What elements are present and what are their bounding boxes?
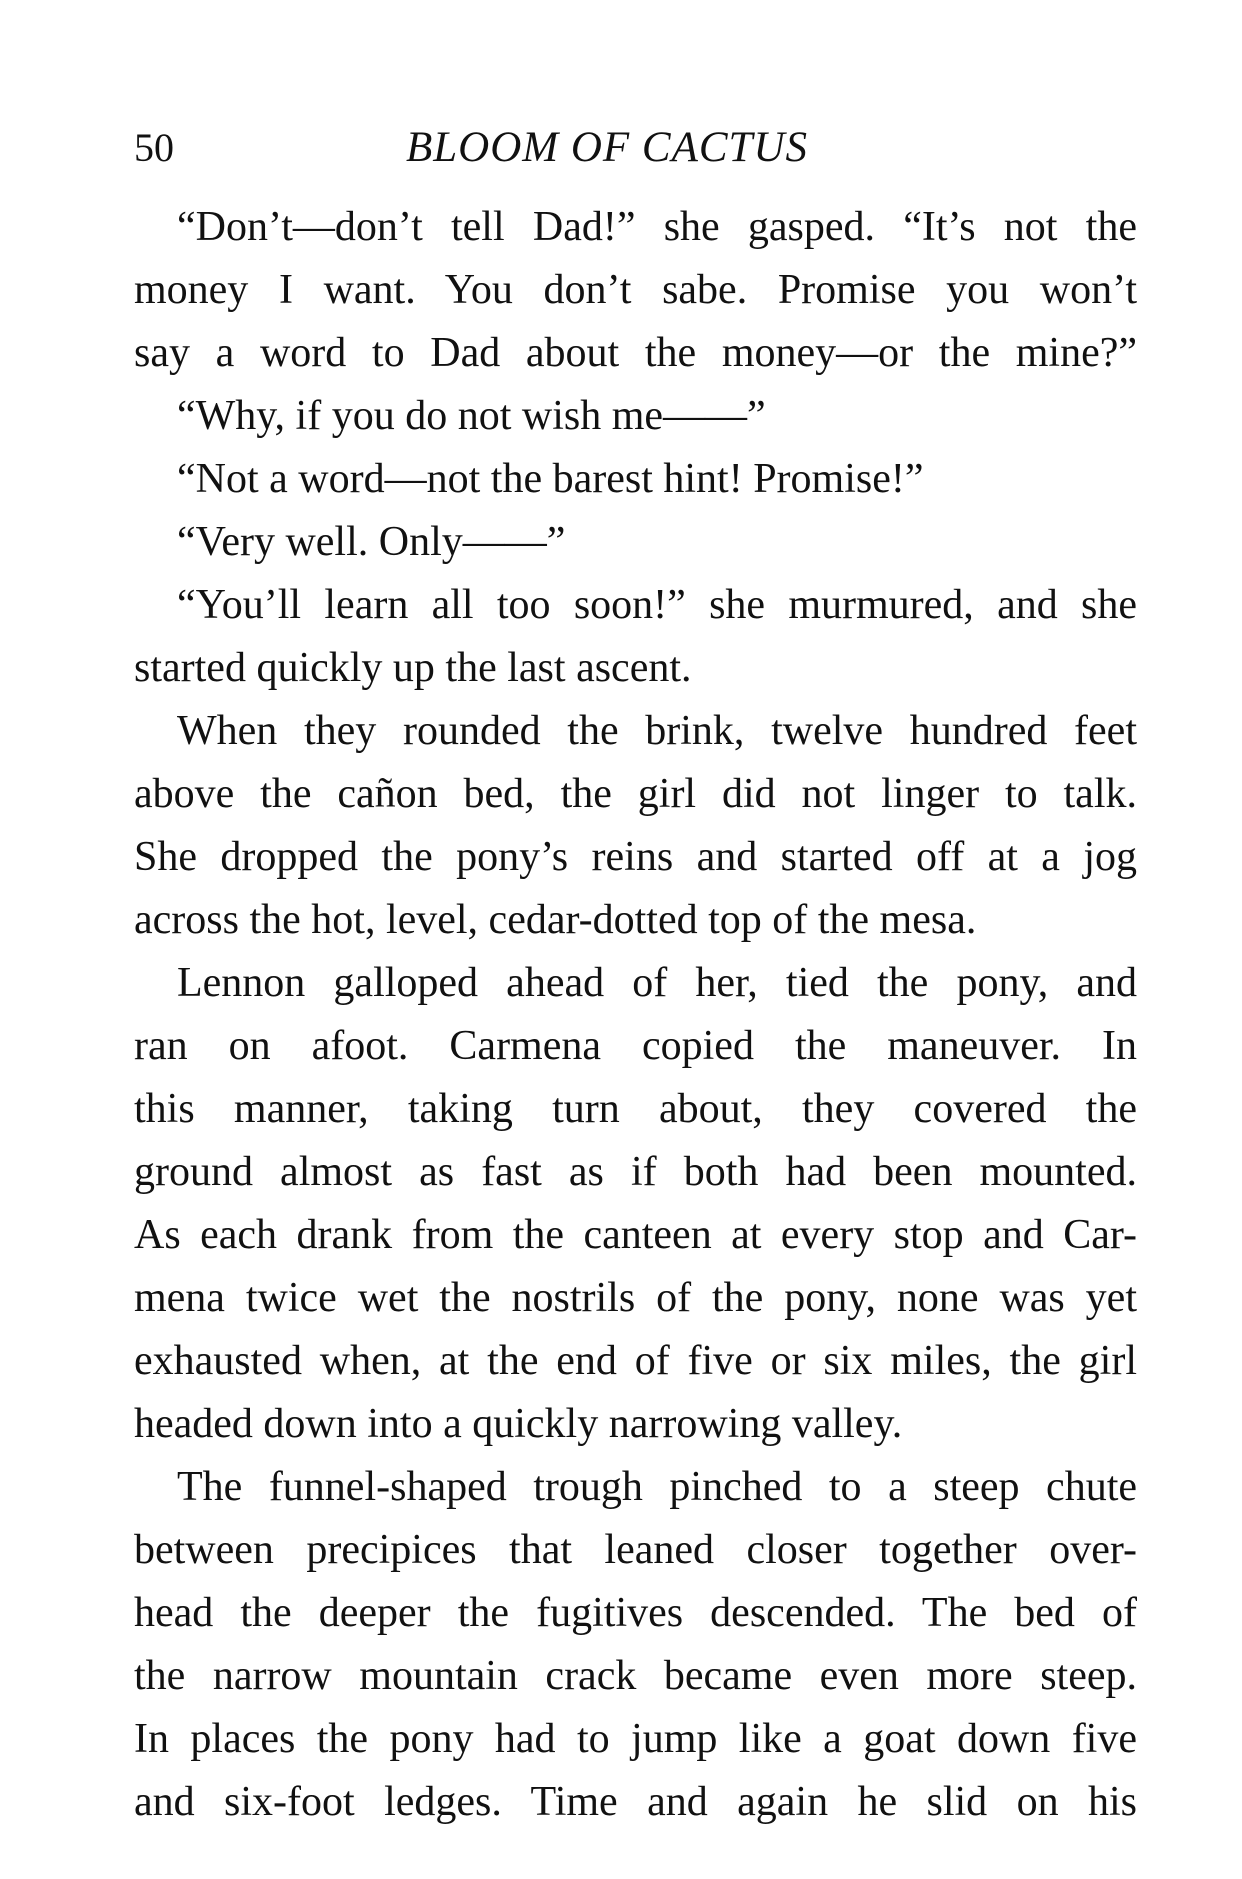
text-line: “Why, if you do not wish me——”: [177, 393, 766, 439]
text-line: money I want. You don’t sabe. Promise you won’t: [134, 267, 1137, 313]
text-line: “Don’t—don’t tell Dad!” she gasped. “It’s not the: [177, 204, 1137, 250]
text-line: the narrow mountain crack became even more steep.: [134, 1653, 1137, 1699]
text-line: this manner, taking turn about, they covered the: [134, 1086, 1137, 1132]
text-line: The funnel-shaped trough pinched to a steep chute: [177, 1464, 1137, 1510]
text-line: In places the pony had to jump like a goat down five: [134, 1716, 1137, 1762]
page-number: 50: [134, 125, 174, 170]
text-line: “Not a word—not the barest hint! Promise!”: [177, 456, 924, 502]
text-line: and six-foot ledges. Time and again he slid on his: [134, 1779, 1137, 1825]
body-text: [134, 196, 1137, 1834]
text-line: above the cañon bed, the girl did not linger to talk.: [134, 771, 1137, 817]
text-line: “Very well. Only——”: [177, 519, 566, 565]
text-line: between precipices that leaned closer together over-: [134, 1527, 1137, 1573]
text-line: across the hot, level, cedar-dotted top of the mesa.: [134, 897, 977, 943]
text-line: say a word to Dad about the money—or the mine?”: [134, 330, 1137, 376]
text-line: She dropped the pony’s reins and started off at a jog: [134, 834, 1137, 880]
text-line: Lennon galloped ahead of her, tied the pony, and: [177, 960, 1137, 1006]
text-line: started quickly up the last ascent.: [134, 645, 692, 691]
running-title: BLOOM OF CACTUS: [406, 124, 809, 171]
text-line: exhausted when, at the end of five or six miles, the girl: [134, 1338, 1137, 1384]
text-line: ran on afoot. Carmena copied the maneuver. In: [134, 1023, 1137, 1069]
text-line: headed down into a quickly narrowing valley.: [134, 1401, 903, 1447]
text-line: head the deeper the fugitives descended. The bed of: [134, 1590, 1137, 1636]
text-line: “You’ll learn all too soon!” she murmured, and she: [177, 582, 1137, 628]
text-line: ground almost as fast as if both had been mounted.: [134, 1149, 1137, 1195]
text-line: When they rounded the brink, twelve hundred feet: [177, 708, 1137, 754]
text-line: mena twice wet the nostrils of the pony, none was yet: [134, 1275, 1137, 1321]
page-header: [134, 118, 1137, 178]
text-line: As each drank from the canteen at every stop and Car-: [134, 1212, 1137, 1258]
